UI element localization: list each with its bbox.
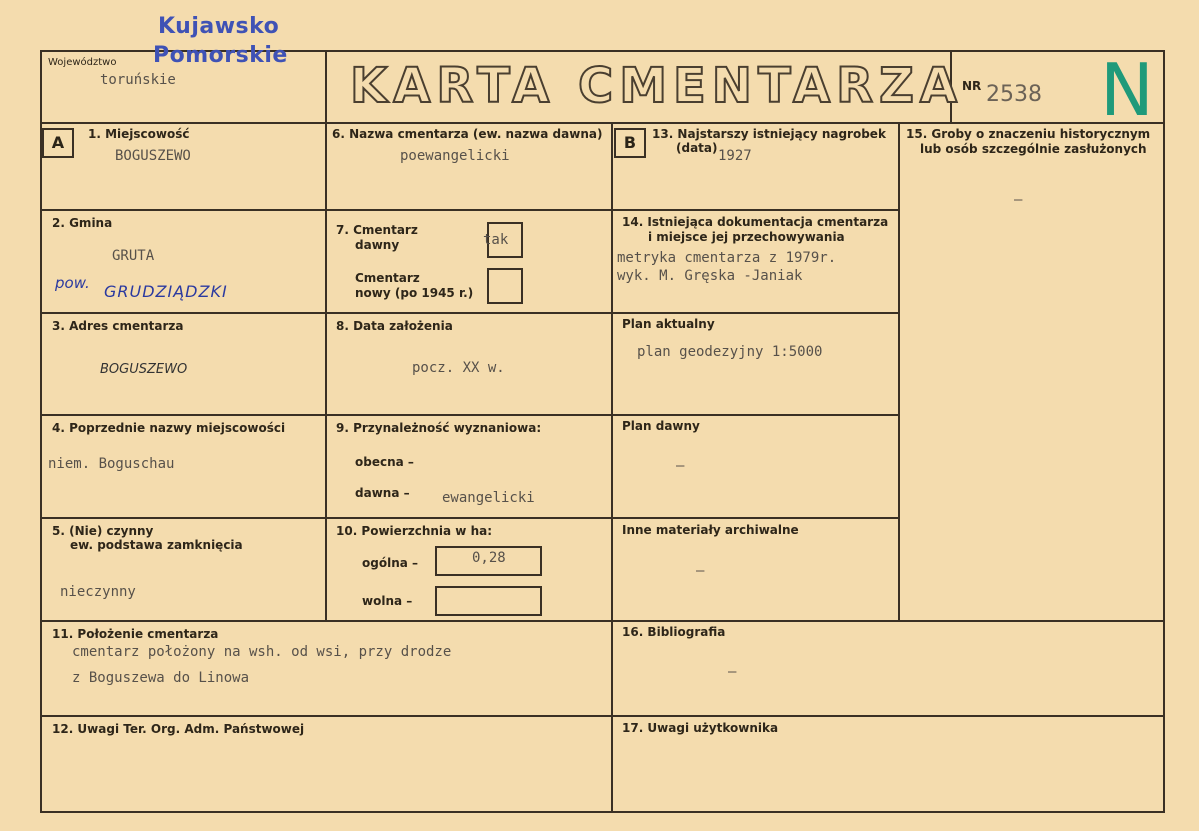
border-bottom (40, 811, 1165, 813)
row-divider-2 (40, 312, 900, 314)
field-10-label: 10. Powierzchnia w ha: (336, 524, 493, 538)
field-7-new-label-line-2: nowy (po 1945 r.) (355, 286, 474, 300)
field-3-value: BOGUSZEWO (100, 362, 188, 377)
section-b-tag: B (614, 128, 646, 158)
field-2-label: 2. Gmina (52, 216, 113, 230)
field-12-label: 12. Uwagi Ter. Org. Adm. Państwowej (52, 722, 305, 736)
border-right (1163, 50, 1165, 813)
plan-aktualny-label: Plan aktualny (622, 317, 715, 331)
header-divider (40, 122, 1165, 124)
field-14-line-1: metryka cmentarza z 1979r. (617, 250, 837, 266)
stamp-line-2: Pomorskie (153, 43, 288, 68)
stamp-line-1: Kujawsko (158, 14, 280, 39)
field-10-wolna-box (435, 586, 542, 616)
field-1-value: BOGUSZEWO (115, 148, 191, 164)
field-9-dawna-value: ewangelicki (442, 490, 535, 506)
field-14-label-line-1: 14. Istniejąca dokumentacja cmentarza (622, 215, 889, 229)
field-6-label: 6. Nazwa cmentarza (ew. nazwa dawna) (332, 127, 603, 141)
border-left (40, 50, 42, 813)
row-divider-5 (40, 620, 1165, 622)
field-2-pow-value: GRUDZIĄDZKI (104, 282, 228, 301)
field-13-value: 1927 (718, 148, 752, 164)
field-10-ogolna-label: ogólna – (362, 556, 419, 570)
row-divider-3 (40, 414, 900, 416)
field-11-label: 11. Położenie cmentarza (52, 627, 219, 641)
field-8-value: pocz. XX w. (412, 360, 505, 376)
field-3-label: 3. Adres cmentarza (52, 319, 184, 333)
field-11-line-1: cmentarz położony na wsh. od wsi, przy drodze (72, 644, 452, 660)
field-5-value: nieczynny (60, 584, 136, 600)
col-divider-1 (325, 122, 327, 620)
field-15-label-line-1: 15. Groby o znaczeniu historycznym (906, 127, 1151, 141)
field-13-label-line-1: 13. Najstarszy istniejący nagrobek (652, 127, 886, 141)
row-divider-4 (40, 517, 900, 519)
field-7-old-value: tak (483, 232, 509, 248)
field-16-value: – (728, 664, 737, 680)
classification-letter: N (1100, 48, 1154, 132)
field-2-value: GRUTA (112, 248, 155, 264)
field-14-label-line-2: i miejsce jej przechowywania (648, 230, 845, 244)
header-col-1 (325, 50, 327, 122)
inne-materialy-value: – (696, 563, 705, 579)
field-15-value: – (1014, 192, 1023, 208)
field-4-value: niem. Boguschau (48, 456, 175, 472)
field-5-label-line-1: 5. (Nie) czynny (52, 524, 154, 538)
row-divider-1 (40, 209, 900, 211)
field-9-label: 9. Przynależność wyznaniowa: (336, 421, 542, 435)
field-10-wolna-label: wolna – (362, 594, 413, 608)
field-5-label-line-2: ew. podstawa zamknięcia (70, 538, 243, 552)
col-divider-3 (898, 122, 900, 620)
field-6-value: poewangelicki (400, 148, 510, 164)
field-17-label: 17. Uwagi użytkownika (622, 721, 779, 735)
wojewodztwo-label: Województwo (48, 57, 117, 68)
field-14-line-2: wyk. M. Gręska -Janiak (617, 268, 803, 284)
field-7-old-label-line-1: 7. Cmentarz (336, 223, 418, 237)
nr-label: NR (962, 79, 982, 93)
nr-value: 2538 (986, 82, 1042, 107)
col-divider-2 (611, 122, 613, 813)
section-a-tag: A (42, 128, 74, 158)
inne-materialy-label: Inne materiały archiwalne (622, 523, 799, 537)
field-1-label: 1. Miejscowość (88, 127, 190, 141)
field-4-label: 4. Poprzednie nazwy miejscowości (52, 421, 286, 435)
field-16-label: 16. Bibliografia (622, 625, 726, 639)
field-7-new-label-line-1: Cmentarz (355, 271, 420, 285)
field-13-label-line-2: (data) (676, 141, 718, 155)
field-11-line-2: z Boguszewa do Linowa (72, 670, 250, 686)
field-7-new-box (487, 268, 523, 304)
field-15-label-line-2: lub osób szczególnie zasłużonych (920, 142, 1147, 156)
row-divider-6 (40, 715, 1165, 717)
field-9-obecna-label: obecna – (355, 455, 414, 469)
field-9-dawna-label: dawna – (355, 486, 410, 500)
field-8-label: 8. Data założenia (336, 319, 453, 333)
field-10-ogolna-value: 0,28 (472, 550, 506, 566)
field-7-old-label-line-2: dawny (355, 238, 400, 252)
plan-aktualny-value: plan geodezyjny 1:5000 (637, 344, 823, 360)
plan-dawny-value: – (676, 458, 685, 474)
plan-dawny-label: Plan dawny (622, 419, 700, 433)
card-title: KARTA CMENTARZA (350, 58, 964, 114)
field-2-pow-prefix: pow. (55, 274, 90, 292)
wojewodztwo-value: toruńskie (100, 72, 176, 88)
